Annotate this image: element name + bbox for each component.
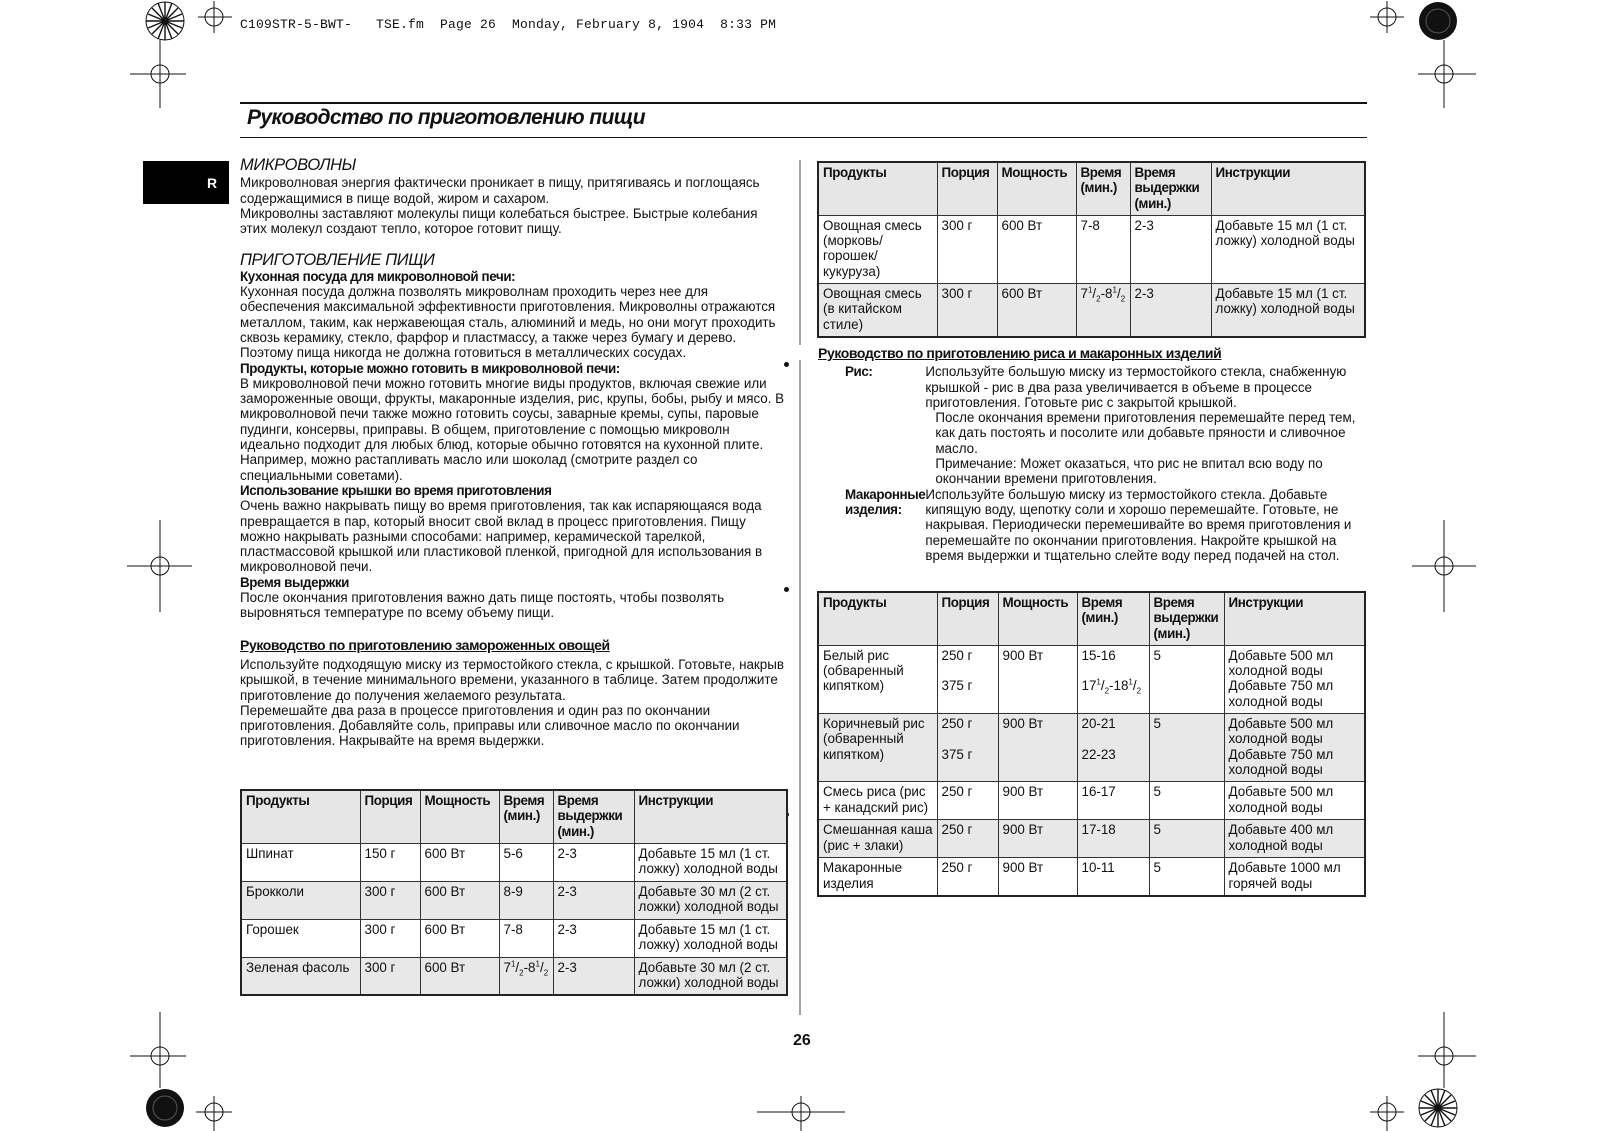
page-title: Руководство по приготовлению пищи <box>247 106 645 129</box>
cell-instructions: Добавьте 15 мл (1 ст. ложку) холодной воды <box>1211 284 1365 337</box>
cell-product: Горошек <box>241 919 360 957</box>
cell-standing: 2-3 <box>553 957 634 995</box>
table-row <box>241 919 787 957</box>
table-row <box>818 782 1365 820</box>
cell-standing: 2-3 <box>553 843 634 881</box>
cell-standing: 5 <box>1149 714 1224 782</box>
col-header-standing: Время выдержки (мин.) <box>1149 592 1224 645</box>
cell-power: 900 Вт <box>998 714 1077 782</box>
heading-frozen-vegetables: Руководство по приготовлению замороженных овощей <box>240 636 610 653</box>
col-header-portion: Порция <box>360 790 420 843</box>
cell-portion: 300 г <box>937 284 997 337</box>
cell-power: 600 Вт <box>420 843 499 881</box>
cell-portion: 300 г <box>360 919 420 957</box>
heading-microwaves: МИКРОВОЛНЫ <box>240 156 356 174</box>
left-column <box>240 158 788 749</box>
cell-time: 16-17 <box>1077 782 1149 820</box>
table-row <box>818 284 1365 337</box>
cell-instructions: Добавьте 500 мл холодной воды <box>1224 782 1365 820</box>
paragraph: В микроволновой печи можно готовить многие виды продуктов, включая свежие или замороженные овощи, фрукты, макаронные изделия, рис, крупы, бобы, рыбу и мясо. В микроволновой печи также можно готовить соусы, заварные кремы, супы, паровые пудинги, консервы, приправы. В общем, приготовление с помощью микроволн идеально подходит для любых блюд, которые обычно готовятся на кухонной плите. Например, можно растапливать масло или шоколад (смотрите раздел со специальными советами). <box>240 375 785 483</box>
table-row <box>818 820 1365 858</box>
col-header-product: Продукты <box>818 162 937 215</box>
cell-standing: 5 <box>1149 820 1224 858</box>
col-header-instructions: Инструкции <box>634 790 787 843</box>
col-header-time: Время (мин.) <box>499 790 553 843</box>
cell-power: 600 Вт <box>420 881 499 919</box>
col-header-time: Время (мин.) <box>1076 162 1130 215</box>
table-row <box>818 714 1365 782</box>
cell-portion: 250 г 375 г <box>937 714 998 782</box>
col-header-product: Продукты <box>818 592 937 645</box>
cell-standing: 5 <box>1149 858 1224 896</box>
col-header-portion: Порция <box>937 162 997 215</box>
subheading-cookware: Кухонная посуда для микроволновой печи: <box>240 268 516 284</box>
page-number: 26 <box>793 1032 811 1049</box>
cell-standing: 2-3 <box>1130 215 1211 283</box>
cell-portion: 300 г <box>360 957 420 995</box>
col-header-instructions: Инструкции <box>1211 162 1365 215</box>
table-row <box>241 843 787 881</box>
paragraph: Очень важно накрывать пищу во время приготовления, так как испаряющаяся вода превращается в пар, который вносит свой вклад в процесс приготовления. Пищу можно накрывать разными способами: например, керамической тарелкой, пластмассовой крышкой или пластиковой пленкой, пригодной для использования в микроволновой печи. <box>240 498 763 575</box>
cell-instructions: Добавьте 500 мл холодной воды Добавьте 750 мл холодной воды <box>1224 714 1365 782</box>
paragraph: Используйте подходящую миску из термостойкого стекла, с крышкой. Готовьте, накрыв крышкой, в течение минимального времени, указанного в таблице. Затем продолжите приготовление до получения желаемого результата. <box>240 656 784 703</box>
col-header-time: Время (мин.) <box>1077 592 1149 645</box>
cell-time: 5-6 <box>499 843 553 881</box>
cell-power: 900 Вт <box>998 820 1077 858</box>
col-header-standing: Время выдержки (мин.) <box>1130 162 1211 215</box>
cell-power: 600 Вт <box>997 284 1076 337</box>
cell-instructions: Добавьте 15 мл (1 ст. ложку) холодной воды <box>634 843 787 881</box>
paragraph: Микроволновая энергия фактически проникает в пищу, притягиваясь и поглощаясь содержащимися в пище водой, жиром и сахаром. <box>240 175 760 206</box>
cell-power: 600 Вт <box>420 957 499 995</box>
cell-time: 7-8 <box>499 919 553 957</box>
cell-portion: 250 г <box>937 782 998 820</box>
cell-time: 17-18 <box>1077 820 1149 858</box>
subheading-foods: Продукты, которые можно готовить в микроволновой печи: <box>240 360 620 376</box>
paragraph: Перемешайте два раза в процессе приготовления и один раз по окончании приготовления. Добавляйте соль, приправы или сливочное масло по окончании приготовления. Накрывайте на время выдержки. <box>240 702 740 749</box>
file-header: C109STR-5-BWT- TSE.fm Page 26 Monday, February 8, 1904 8:33 PM <box>240 17 777 32</box>
cell-time: 20-21 22-23 <box>1077 714 1149 782</box>
cell-instructions: Добавьте 15 мл (1 ст. ложку) холодной воды <box>634 919 787 957</box>
heading-cooking: ПРИГОТОВЛЕНИЕ ПИЩИ <box>240 251 435 270</box>
rice-text: Используйте большую миску из термостойкого стекла, снабженную крышкой - рис в два раза увеличивается в объеме в процессе приготовления. Готовьте рис с закрытой крышкой. <box>925 364 1347 410</box>
cell-standing: 2-3 <box>553 919 634 957</box>
cell-product: Белый рис (обваренный кипятком) <box>818 645 937 713</box>
cell-standing: 2-3 <box>1130 284 1211 337</box>
table-row <box>818 858 1365 896</box>
cell-time: 8-9 <box>499 881 553 919</box>
language-tab <box>143 161 229 204</box>
subheading-lid: Использование крышки во время приготовления <box>240 482 552 498</box>
rice-table <box>817 591 1366 897</box>
cell-portion: 300 г <box>360 881 420 919</box>
cell-product: Овощная смесь (в китайском стиле) <box>818 284 937 337</box>
cell-product: Макаронные изделия <box>818 858 937 896</box>
pasta-text: Используйте большую миску из термостойкого стекла. Добавьте кипящую воду, щепотку соли и хорошо перемешайте. Готовьте, не накрывая. Периодически перемешивайте во время приготовления и перемешайте по окончании приготовления. Накройте крышкой на время выдержки и тщательно слейте воду перед подачей на стол. <box>925 486 1352 563</box>
title-bottom-rule <box>240 137 1367 138</box>
mixed-vegetables-table <box>817 161 1366 338</box>
col-header-instructions: Инструкции <box>1224 592 1365 645</box>
cell-standing: 2-3 <box>553 881 634 919</box>
cell-instructions: Добавьте 500 мл холодной воды Добавьте 750 мл холодной воды <box>1224 645 1365 713</box>
label-pasta: Макаронные изделия: <box>845 486 926 517</box>
label-rice: Рис: <box>845 364 873 380</box>
rice-text-after: После окончания времени приготовления перемешайте перед тем, как дать постоять и посолите или добавьте пряности и сливочное масло. <box>935 410 1356 456</box>
cell-instructions: Добавьте 400 мл холодной воды <box>1224 820 1365 858</box>
subheading-standing-time: Время выдержки <box>240 574 350 590</box>
cell-product: Коричневый рис (обваренный кипятком) <box>818 714 937 782</box>
cell-power: 600 Вт <box>420 919 499 957</box>
table-row <box>241 957 787 995</box>
cell-product: Смесь риса (рис + канадский рис) <box>818 782 937 820</box>
cell-standing: 5 <box>1149 782 1224 820</box>
cell-portion: 250 г <box>937 820 998 858</box>
cell-time: $7^1/_2-8^1/_2$ <box>1076 284 1130 337</box>
table-row <box>818 215 1365 283</box>
paragraph: Микроволны заставляют молекулы пищи колебаться быстрее. Быстрые колебания этих молекул создают тепло, которое готовит пищу. <box>240 205 758 237</box>
cell-product: Овощная смесь (морковь/ горошек/ кукуруза) <box>818 215 937 283</box>
table-row <box>241 881 787 919</box>
cell-power: 600 Вт <box>997 215 1076 283</box>
cell-instructions: Добавьте 30 мл (2 ст. ложки) холодной воды <box>634 881 787 919</box>
rice-note: Примечание: Может оказаться, что рис не впитал всю воду по окончании времени приготовления. <box>935 456 1323 487</box>
col-header-standing: Время выдержки (мин.) <box>553 790 634 843</box>
cell-portion: 250 г 375 г <box>937 645 998 713</box>
cell-portion: 150 г <box>360 843 420 881</box>
cell-instructions: Добавьте 30 мл (2 ст. ложки) холодной воды <box>634 957 787 995</box>
cell-standing: 5 <box>1149 645 1224 713</box>
title-top-rule <box>240 102 1367 104</box>
cell-portion: 300 г <box>937 215 997 283</box>
cell-time: $7^1/_2-8^1/_2$ <box>499 957 553 995</box>
table-row <box>818 645 1365 713</box>
paragraph: Кухонная посуда должна позволять микроволнам проходить через нее для обеспечения максимальной эффективности приготовления. Микроволны отражаются металлом, таким, как нержавеющая сталь, алюминий и медь, но они могут проходить сквозь керамику, стекло, фарфор и пластмассу, а также через бумагу и дерево. Поэтому пища никогда не должна готовиться в металлических сосудах. <box>240 284 776 361</box>
cell-instructions: Добавьте 15 мл (1 ст. ложку) холодной воды <box>1211 215 1365 283</box>
rice-instructions <box>818 364 1368 563</box>
cell-product: Смешанная каша (рис + злаки) <box>818 820 937 858</box>
vegetables-table <box>240 789 788 996</box>
rice-guide-section <box>818 346 1368 563</box>
col-header-power: Мощность <box>998 592 1077 645</box>
cell-time: 10-11 <box>1077 858 1149 896</box>
cell-instructions: Добавьте 1000 мл горячей воды <box>1224 858 1365 896</box>
heading-rice-pasta: Руководство по приготовлению риса и макаронных изделий <box>818 345 1222 361</box>
paragraph: После окончания приготовления важно дать пище постоять, чтобы позволять выровняться температуре по всему объему пищи. <box>240 590 725 621</box>
cell-time: 15-16 $17^1/_2-18^1/_2$ <box>1077 645 1149 713</box>
language-tab-label: R <box>207 175 218 191</box>
cell-portion: 250 г <box>937 858 998 896</box>
col-header-product: Продукты <box>241 790 360 843</box>
cell-product: Шпинат <box>241 843 360 881</box>
cell-power: 900 Вт <box>998 645 1077 713</box>
cell-product: Зеленая фасоль <box>241 957 360 995</box>
col-header-portion: Порция <box>937 592 998 645</box>
cell-product: Брокколи <box>241 881 360 919</box>
cell-power: 900 Вт <box>998 782 1077 820</box>
col-header-power: Мощность <box>420 790 499 843</box>
col-header-power: Мощность <box>997 162 1076 215</box>
cell-time: 7-8 <box>1076 215 1130 283</box>
cell-power: 900 Вт <box>998 858 1077 896</box>
